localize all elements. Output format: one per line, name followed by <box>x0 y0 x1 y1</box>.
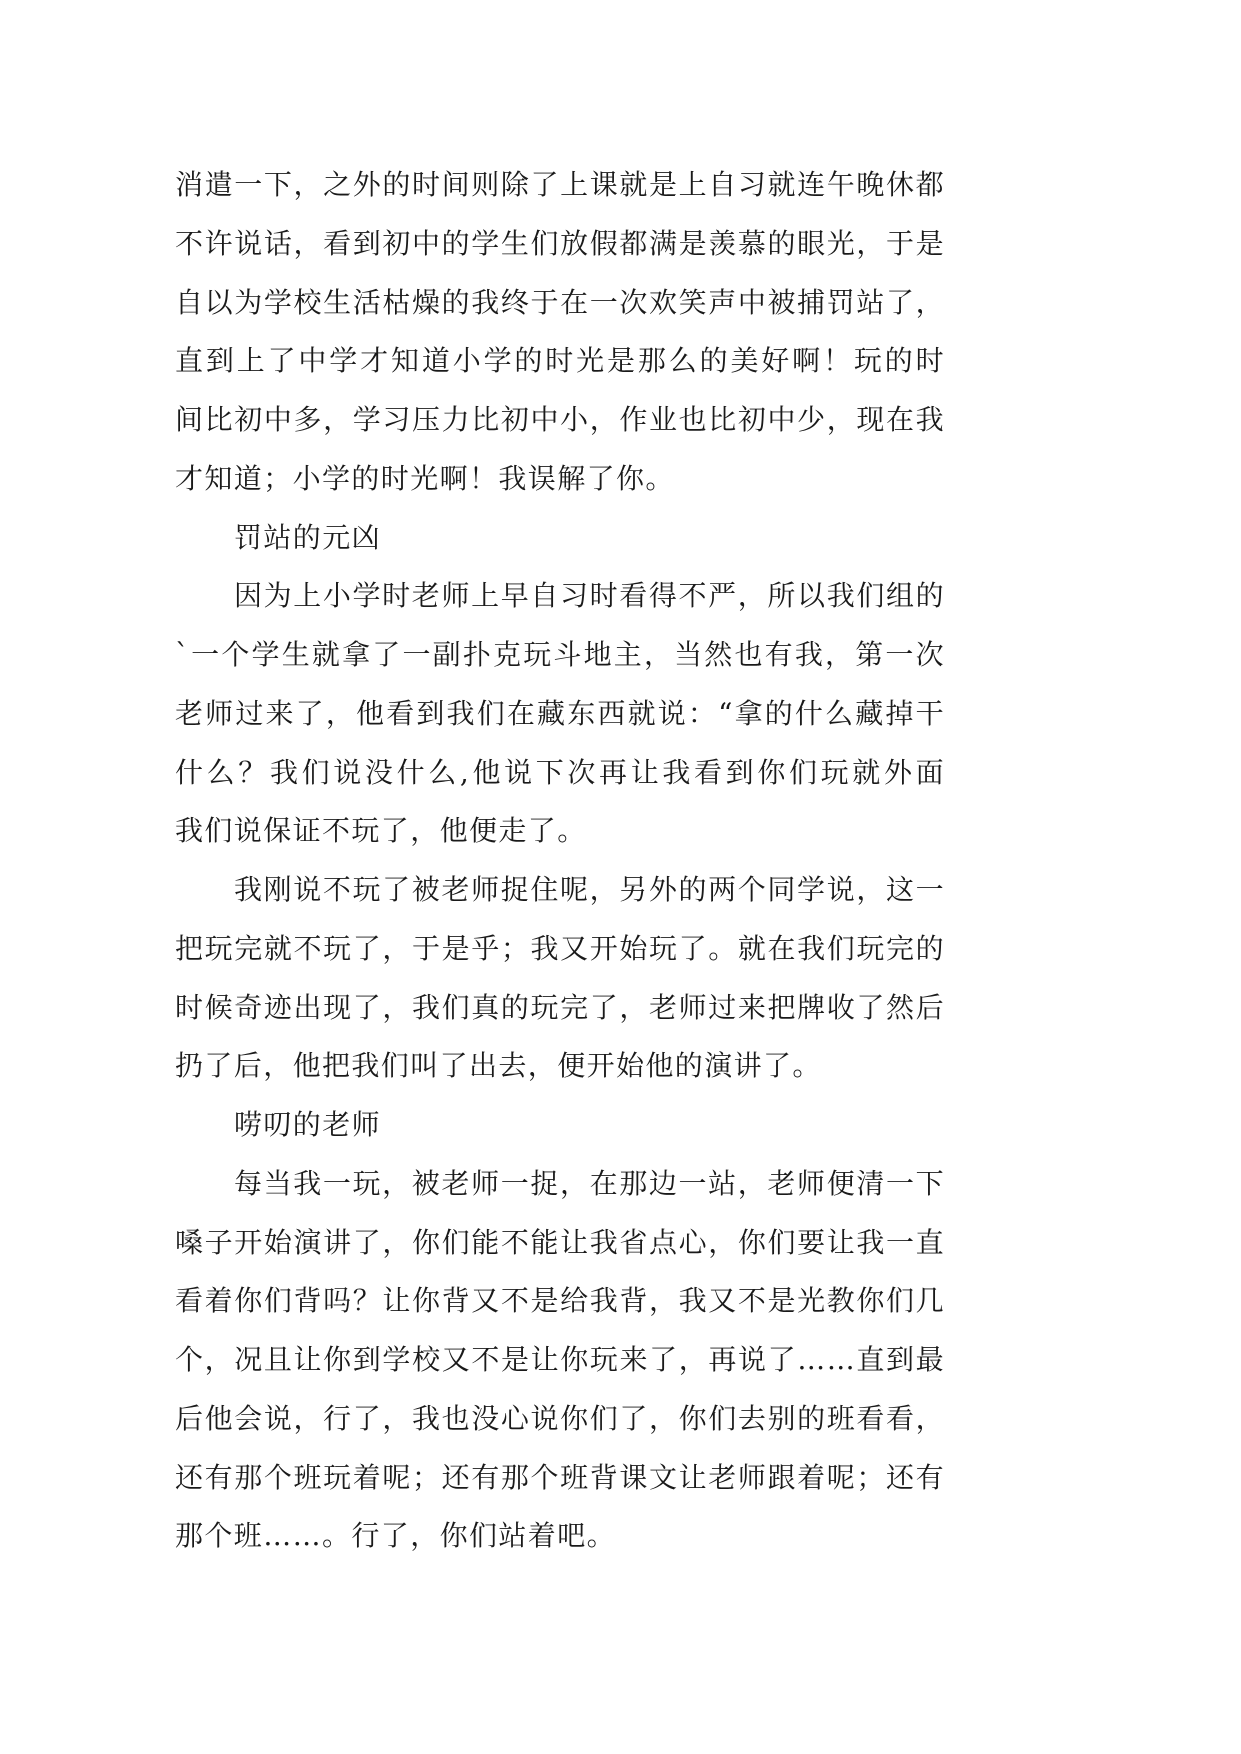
paragraph <box>175 567 945 861</box>
body-line: 时候奇迹出现了，我们真的玩完了，老师过来把牌收了然后 <box>175 990 945 1024</box>
body-line: 后他会说，行了，我也没心说你们了，你们去别的班看看， <box>175 1401 945 1435</box>
body-line: 扔了后，他把我们叫了出去，便开始他的演讲了。 <box>175 1049 822 1083</box>
body-line: 个，况且让你到学校又不是让你玩来了，再说了……直到最 <box>175 1343 945 1376</box>
body-line: 看着你们背吗？让你背又不是给我背，我又不是光教你们几 <box>175 1284 945 1318</box>
paragraph <box>175 156 945 509</box>
paragraph <box>175 861 945 1096</box>
body-line: 不许说话，看到初中的学生们放假都满是羡慕的眼光，于是 <box>175 226 945 260</box>
body-line: `一个学生就拿了一副扑克玩斗地主，当然也有我，第一次 <box>175 638 945 671</box>
document-body <box>175 156 945 1566</box>
section-heading-text: 唠叨的老师 <box>234 1108 382 1141</box>
body-line: 直到上了中学才知道小学的时光是那么的美好啊！玩的时 <box>175 344 945 378</box>
section-heading <box>175 509 945 568</box>
body-line: 什么？我们说没什么,他说下次再让我看到你们玩就外面 <box>175 755 945 789</box>
body-line: 自以为学校生活枯燥的我终于在一次欢笑声中被捕罚站了， <box>175 285 945 319</box>
body-line: 嗓子开始演讲了，你们能不能让我省点心，你们要让我一直 <box>175 1225 945 1259</box>
body-line: 那个班……。行了，你们站着吧。 <box>175 1519 617 1553</box>
body-line: 间比初中多，学习压力比初中小，作业也比初中少，现在我 <box>175 403 945 436</box>
body-line: 我们说保证不玩了，他便走了。 <box>175 814 587 848</box>
body-line: 我刚说不玩了被老师捉住呢，另外的两个同学说，这一 <box>234 873 945 906</box>
body-line: 老师过来了，他看到我们在藏东西就说：“拿的什么藏掉干 <box>175 696 945 730</box>
body-line: 把玩完就不玩了，于是乎；我又开始玩了。就在我们玩完的 <box>175 931 945 965</box>
body-line: 才知道；小学的时光啊！我误解了你。 <box>175 461 675 495</box>
body-line: 每当我一玩，被老师一捉，在那边一站，老师便清一下 <box>234 1166 945 1200</box>
paragraph <box>175 1155 945 1566</box>
body-line: 因为上小学时老师上早自习时看得不严，所以我们组的 <box>234 579 945 613</box>
body-line: 消遣一下，之外的时间则除了上课就是上自习就连午晚休都 <box>175 168 945 201</box>
body-line: 还有那个班玩着呢；还有那个班背课文让老师跟着呢；还有 <box>175 1460 945 1494</box>
section-heading <box>175 1096 945 1155</box>
section-heading-text: 罚站的元凶 <box>234 520 382 554</box>
